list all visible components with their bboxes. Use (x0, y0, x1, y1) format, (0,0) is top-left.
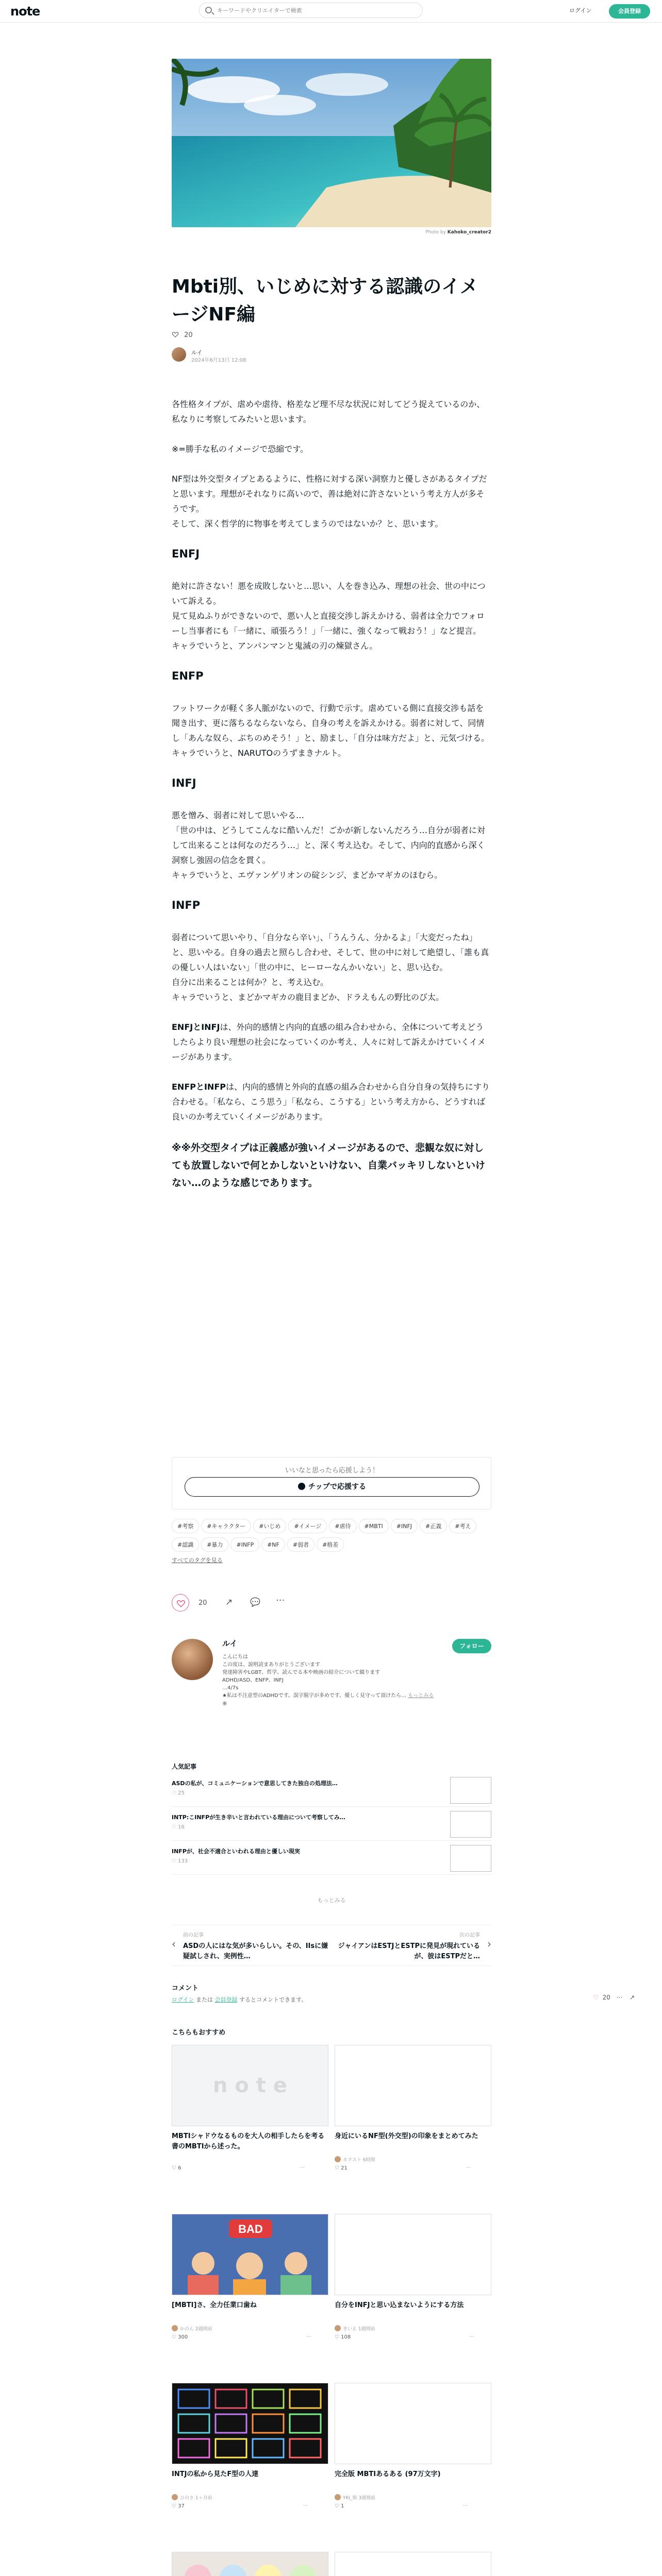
avatar (172, 2325, 178, 2331)
popular-likes (172, 1824, 185, 1830)
post-date: 2024年6月13日 12:08 (191, 358, 246, 363)
tag-chip[interactable]: #INFJ (391, 1519, 418, 1533)
card-likes (172, 2165, 305, 2171)
photo-credit-author[interactable]: Kahoko_creator2 (447, 230, 491, 235)
body-paragraph: 絶対に許さない！悪を成敗しないと…思い、人を巻き込み、理想の社会、世の中について訴える。 見て見ぬふりができないので、悪い人と直接交渉し訴えかける、弱者は全力でフォローし当事者にも「一緒に、頑張ろう！」「一緒に、強くなって戦おう！」など提言。 キャラでいうと、アンパンマンと鬼滅の刃の煉獄さん。 (172, 581, 486, 651)
like-count: 37 (178, 2503, 185, 2509)
article-body (172, 397, 491, 1207)
body-paragraph: 悪を憎み、弱者に対して思いやる… 「世の中は、どうしてこんなに酷いんだ！ごかが新しないんだろう…自分が弱者に対して出来ることは何なのだろう…」と、深く考え込む。そして、内向的直感から深く洞察し強固の信念を貫く。 キャラでいうと、エヴァンゲリオンの碇シンジ、まどかマギカのほむら。 (172, 810, 486, 880)
like-count: 20 (198, 1599, 207, 1607)
like-count: 16 (178, 1824, 185, 1830)
author-name[interactable]: ルイ (222, 1639, 238, 1648)
heart-icon: ♡ (172, 1858, 178, 1864)
body-paragraph: NF型は外交型タイプとあるように、性格に対する深い洞察力と優しさがあるタイプだと思います。理想がそれなりに高いので、善は絶対に許さないという考え方人が多そうです。 そして、深く哲学的に物事を考えてしまうのではないか？と、思います。 (172, 474, 487, 529)
support-box (172, 1457, 491, 1510)
popular-title: INTP:こINFPが生き辛いと言われている理由について考察してみ… (172, 1814, 345, 1821)
body-paragraph (172, 1079, 491, 1124)
card-author (172, 2325, 212, 2332)
card-image (335, 2214, 491, 2295)
comment-section (172, 1982, 491, 2004)
author-profile (172, 1636, 491, 1708)
card-author-name: ひのさ 1ヶ月前 (180, 2496, 212, 2501)
tag-chip[interactable]: #虐待 (329, 1519, 356, 1533)
popular-articles (172, 1762, 491, 1879)
support-question: いいなと思ったら応援しよう！ (285, 1467, 379, 1475)
like-count: 20 (602, 1994, 610, 2001)
heart-icon: ♡ (172, 2165, 178, 2171)
more-icon[interactable]: ··· (466, 2165, 471, 2171)
signup-button[interactable]: 会員登録 (609, 4, 650, 19)
photo-credit-label: Photo by (425, 230, 448, 235)
next-label: 次の記事 (459, 1933, 480, 1938)
card-likes (335, 2334, 474, 2340)
tag-list (172, 1519, 491, 1556)
card-likes (335, 2503, 468, 2509)
tip-button-label: チップで応援する (308, 1483, 366, 1491)
card-author (335, 2325, 375, 2332)
popular-likes (172, 1790, 185, 1796)
body-paragraph: 弱者について思いやり、「自分なら辛い」、「うんうん、分かるよ」「大変だったね」と、思いやる。自身の過去と照らし合わせ、そして、世の中に対して絶望し、「誰も真の優しい人はいない」「世の中に、ヒーローなんかいない」と、思い込む。 自分に出来ることは何か？と、考え込む。 キャラでいうと、まどかマギカの鹿目まどか、ドラえもんの野比のび太。 (172, 933, 489, 1002)
tag-chip[interactable]: #格差 (317, 1537, 344, 1552)
more-popular-link[interactable]: もっとみる (317, 1897, 346, 1904)
card-title: INTJの私から見たF型の人達 (172, 2470, 259, 2478)
thumbnail (450, 1845, 491, 1872)
section-heading: こちらもおすすめ (172, 2029, 226, 2037)
heart-icon: ♡ (172, 1824, 178, 1830)
more-icon[interactable]: ··· (469, 2334, 474, 2340)
card-image: n o t e (172, 2045, 328, 2126)
more-icon[interactable]: ··· (462, 2503, 468, 2509)
tag-chip[interactable]: #いじめ (253, 1519, 286, 1533)
search-icon (205, 7, 212, 13)
card-title: 自分をINFJと思い込まないようにする方法 (335, 2301, 464, 2309)
paragraph-text: は、外向的感情と内向的直感の組み合わせから、全体について考えどうしたらより良い理想の社会になっていくのか考え、人々に対して訴えかけていくイメージがあります。 (172, 1022, 486, 1062)
next-title: ジャイアンはESTJとESTPに発見が現れているが、彼はESTPだと… (338, 1942, 480, 1960)
like-count: 133 (178, 1858, 188, 1864)
section-heading: INFJ (172, 777, 196, 789)
photo-credit (172, 230, 491, 235)
tag-chip[interactable]: #認識 (172, 1537, 199, 1552)
more-icon[interactable]: ··· (276, 1595, 285, 1606)
prev-article-link[interactable] (172, 1930, 329, 1962)
tag-chip[interactable]: #暴力 (201, 1537, 228, 1552)
note-logo[interactable]: note (10, 4, 40, 19)
like-count: 6 (178, 2165, 181, 2171)
card-image (335, 2045, 491, 2126)
card-likes (335, 2165, 471, 2171)
prev-label: 前の記事 (183, 1933, 204, 1938)
paragraph-text: は、内向的感情と外向的直感の組み合わせから自分自身の気持ちにすり合わせる。「私なら、こう思う」「私なら、こうする」という考え方から、どうすれば良いのか考えていくイメージがあります。 (172, 1082, 490, 1122)
site-header (0, 0, 662, 23)
heart-icon: ♡ (335, 2334, 341, 2340)
tag-chip[interactable]: #キャラクター (201, 1519, 251, 1533)
avatar[interactable] (172, 1639, 213, 1680)
heart-icon: ♡ (335, 2503, 341, 2509)
list-item[interactable] (172, 1811, 491, 1841)
comment-or: または (194, 1996, 215, 2003)
card-author-name: かのん 2週間前 (180, 2327, 212, 2332)
avatar (335, 2325, 341, 2331)
prev-title: ASDの人にはな気が多いらしい。その、IIsに嫌疑試しされ、実例性… (183, 1942, 328, 1960)
more-icon[interactable]: ··· (303, 2503, 308, 2509)
tag-chip[interactable]: #正義 (420, 1519, 447, 1533)
comment-tail: するとコメントできます。 (237, 1996, 307, 2003)
avatar (335, 2494, 341, 2500)
all-tags-link[interactable]: すべてのタグを見る (172, 1557, 223, 1564)
like-count: 108 (341, 2334, 351, 2340)
card-image (335, 2552, 491, 2576)
more-icon[interactable]: ··· (616, 1994, 623, 2001)
card-title: MBTIシャドウなるものを大人の相手したらを考る書のMBTIから述った。 (172, 2132, 325, 2150)
heart-icon (176, 1599, 186, 1608)
article-title: Mbti別、いじめに対する認識のイメージNF編 (172, 276, 478, 325)
heart-icon: ♡ (335, 2165, 341, 2171)
popular-likes (172, 1858, 188, 1864)
article-card[interactable] (172, 2552, 328, 2576)
card-author (335, 2494, 375, 2501)
body-paragraph: ※※外交型タイプは正義感が強いイメージがあるので、悲観な奴に対しても放置しないで何とかしないといけない、自業バッキリしないといけない…のような感じであります。 (172, 1142, 486, 1189)
body-paragraph: 各性格タイプが、虐めや虐待、格差など理不尽な状況に対してどう捉えているのか、私なりに考察してみたいと思います。 (172, 399, 485, 424)
heart-icon[interactable]: ♡ (593, 1994, 599, 2001)
paragraph-bold-lead: ENFJとINFJ (172, 1022, 220, 1032)
card-title: 身近にいるNF型(外交型)の印象をまとめてみた (335, 2132, 478, 2140)
body-paragraph (172, 1020, 491, 1064)
section-heading: INFP (172, 899, 201, 911)
card-image (172, 2383, 328, 2464)
list-item[interactable] (172, 1845, 491, 1875)
like-count: 300 (178, 2334, 188, 2340)
share-icon[interactable]: ↗ (629, 1994, 635, 2001)
tag-chip[interactable]: #考え (449, 1519, 476, 1533)
article-card[interactable] (335, 2214, 491, 2375)
login-link[interactable]: ログイン (569, 7, 592, 14)
card-likes (172, 2334, 311, 2340)
tag-chip[interactable]: #MBTI (359, 1519, 389, 1533)
avatar (172, 2494, 178, 2500)
card-author-name: ネクスト 6時間 (343, 2158, 375, 2163)
card-image (172, 2214, 328, 2295)
like-button[interactable] (172, 1594, 189, 1612)
floating-actions (593, 1994, 655, 2006)
tag-chip[interactable]: #イメージ (288, 1519, 327, 1533)
svg-text:BAD: BAD (238, 2223, 263, 2235)
comment-signup-link[interactable]: 会員登録 (214, 1996, 238, 2003)
like-count: 20 (184, 331, 193, 339)
chevron-right-icon[interactable]: › (487, 1938, 491, 1950)
heart-icon: ♡ (172, 1790, 178, 1796)
avatar[interactable] (172, 347, 186, 362)
follow-button[interactable]: フォロー (452, 1639, 491, 1653)
more-icon[interactable]: ··· (300, 2165, 305, 2171)
like-count: 21 (341, 2165, 347, 2171)
card-author-name: きいえ 1週間前 (343, 2327, 375, 2332)
card-likes (172, 2503, 308, 2509)
bio-text: こんにちは この度は、説明読まありがとうございます 発達障害やLGBT、哲学、読んでる本や映画の紹介について綴ります ADHD/ASD、ENFP、INFJ …4/7s ★私は不注意型のADHDです。誤字脱字が多めです。優しく見守って頂けたら… (222, 1654, 407, 1699)
author-bio (222, 1653, 449, 1700)
top-like-count[interactable] (172, 331, 193, 339)
card-image (335, 2383, 491, 2464)
card-title: [MBTI]さ、全力任業口歯ね (172, 2301, 257, 2309)
article-card[interactable] (335, 2383, 491, 2544)
card-image (172, 2552, 328, 2576)
avatar (335, 2156, 341, 2162)
article-actions (172, 1592, 491, 1615)
section-heading: 人気記事 (172, 1763, 197, 1770)
article-card[interactable] (172, 2214, 328, 2375)
like-count: 1 (341, 2503, 344, 2509)
paragraph-bold-lead: ENFPとINFP (172, 1082, 226, 1092)
share-icon[interactable]: ↗ (225, 1597, 233, 1607)
popular-title: ASDの私が、コミュニケーションで意思してきた独自の処理法… (172, 1780, 338, 1787)
thumbnail (450, 1811, 491, 1838)
popular-list (172, 1777, 491, 1875)
tag-chip[interactable]: #弱者 (287, 1537, 315, 1552)
tag-chip[interactable]: #考察 (172, 1519, 199, 1533)
coin-icon (298, 1483, 305, 1490)
like-count: 25 (178, 1790, 185, 1796)
more-icon[interactable]: ··· (306, 2334, 311, 2340)
card-author (172, 2494, 212, 2501)
bio-more-link[interactable]: もっとみる (408, 1693, 434, 1699)
author-name[interactable]: ルイ (191, 349, 203, 356)
thumbnail (450, 1777, 491, 1804)
comment-login-link[interactable]: ログイン (172, 1996, 194, 2003)
tag-chip[interactable]: #NF (261, 1537, 285, 1552)
article-card[interactable] (335, 2552, 491, 2576)
heart-icon: ♡ (172, 2334, 178, 2340)
body-paragraph: フットワークが軽く多人脈がないので、行動で示す。虐めている側に直接交渉も話を聞き出す、更に落ちるならないなら、自身の考えを訴えかける。弱者に対して、同情し「あんな奴ら、ぶちのめそう！」と、励まし、「自分は味方だよ」と、元気づける。 キャラでいうと、NARUTOのうずまきナルト。 (172, 703, 490, 758)
article-card[interactable] (335, 2045, 491, 2206)
tip-button[interactable] (185, 1477, 479, 1497)
recommended-section (172, 2027, 491, 2509)
heart-icon (172, 331, 179, 338)
list-item[interactable] (172, 1777, 491, 1807)
tag-chip[interactable]: #INFP (230, 1537, 259, 1552)
comment-prompt (172, 1995, 491, 2004)
card-author (335, 2156, 375, 2163)
search-box[interactable] (199, 3, 423, 18)
search-input[interactable] (217, 6, 413, 15)
article-card[interactable] (172, 2383, 328, 2544)
chevron-left-icon[interactable]: ‹ (172, 1938, 176, 1950)
hero-image (172, 59, 491, 227)
body-paragraph: ※=勝手な私のイメージで恐縮です。 (172, 444, 309, 454)
next-article-link[interactable] (334, 1930, 491, 1962)
section-heading: ENFJ (172, 548, 200, 560)
card-title: 完全版 MBTIあるある (97万文字) (335, 2470, 441, 2478)
rss-icon[interactable]: ◉ (222, 1700, 227, 1706)
comment-icon[interactable]: 💬 (250, 1597, 260, 1607)
heart-icon: ♡ (172, 2503, 178, 2509)
comment-heading: コメント (172, 1985, 199, 1992)
article-card[interactable] (172, 2045, 328, 2206)
popular-title: INFPが、社会不適合といわれる理由と優しい現実 (172, 1848, 300, 1855)
section-heading: ENFP (172, 670, 204, 682)
card-author-name: YKI_娘 3週間前 (343, 2496, 376, 2501)
prev-next-nav (172, 1925, 491, 1966)
